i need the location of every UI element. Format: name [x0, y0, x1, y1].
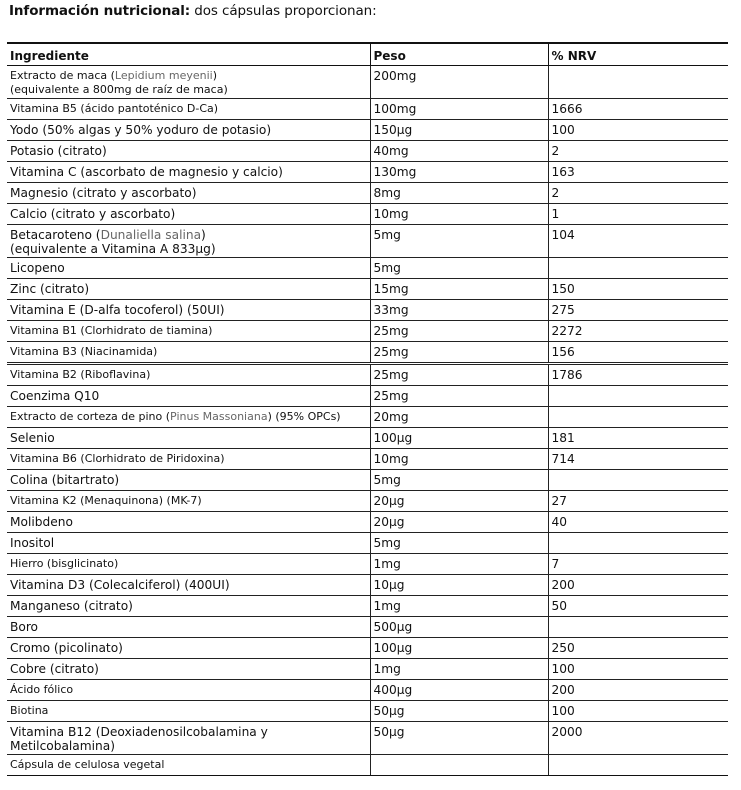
- nrv-cell: 100: [548, 701, 728, 722]
- ingredient-name: Extracto de corteza de pino (: [10, 410, 171, 423]
- peso-cell: 150µg: [370, 120, 548, 141]
- nrv-cell: 156: [548, 342, 728, 364]
- peso-cell: 15mg: [370, 279, 548, 300]
- peso-cell: 130mg: [370, 162, 548, 183]
- peso-cell: 10µg: [370, 575, 548, 596]
- ingredient-name: Biotina: [10, 704, 49, 717]
- ingredient-name: Hierro (bisglicinato): [10, 557, 119, 570]
- ingredient-cell: [7, 617, 370, 638]
- ingredient-cell: [7, 596, 370, 617]
- peso-cell: 100mg: [370, 99, 548, 120]
- nrv-cell: 1: [548, 204, 728, 225]
- nrv-cell: [548, 617, 728, 638]
- peso-cell: 40mg: [370, 141, 548, 162]
- ingredient-cell: [7, 722, 370, 755]
- ingredient-name: Magnesio (citrato y ascorbato): [10, 186, 197, 200]
- peso-cell: 20µg: [370, 512, 548, 533]
- table-row: [7, 258, 728, 279]
- ingredient-name: Vitamina E (D-alfa tocoferol) (50UI): [10, 303, 225, 317]
- peso-cell: 25mg: [370, 386, 548, 407]
- ingredient-note: Metilcobalamina): [10, 739, 115, 753]
- ingredient-note: (equivalente a Vitamina A 833µg): [10, 242, 216, 256]
- ingredient-cell: [7, 575, 370, 596]
- ingredient-cell: [7, 449, 370, 470]
- ingredient-name: Vitamina B6 (Clorhidrato de Piridoxina): [10, 452, 225, 465]
- nrv-cell: 27: [548, 491, 728, 512]
- table-row: [7, 183, 728, 204]
- ingredient-name-suffix: ): [201, 228, 206, 242]
- table-row: [7, 449, 728, 470]
- table-row: [7, 617, 728, 638]
- ingredient-cell: [7, 225, 370, 258]
- nrv-cell: 2272: [548, 321, 728, 342]
- ingredient-cell: [7, 470, 370, 491]
- ingredient-cell: [7, 162, 370, 183]
- ingredient-name: Licopeno: [10, 261, 65, 275]
- header-nrv: % NRV: [548, 43, 728, 66]
- nrv-cell: [548, 407, 728, 428]
- peso-cell: 400µg: [370, 680, 548, 701]
- nrv-cell: [548, 755, 728, 776]
- peso-cell: 100µg: [370, 638, 548, 659]
- nrv-cell: 275: [548, 300, 728, 321]
- table-row: [7, 512, 728, 533]
- ingredient-cell: [7, 407, 370, 428]
- nrv-cell: 181: [548, 428, 728, 449]
- peso-cell: 1mg: [370, 554, 548, 575]
- ingredient-name: Colina (bitartrato): [10, 473, 120, 487]
- ingredient-name: Boro: [10, 620, 39, 634]
- ingredient-cell: [7, 428, 370, 449]
- peso-cell: 25mg: [370, 364, 548, 386]
- table-row: [7, 596, 728, 617]
- ingredient-name: Vitamina B5 (ácido pantoténico D-Ca): [10, 102, 219, 115]
- peso-cell: 200mg: [370, 66, 548, 99]
- peso-cell: 5mg: [370, 470, 548, 491]
- ingredient-cell: [7, 183, 370, 204]
- ingredient-name: Cápsula de celulosa vegetal: [10, 758, 165, 771]
- table-row: [7, 755, 728, 776]
- ingredient-name: Betacaroteno (: [10, 228, 101, 242]
- ingredient-name: Manganeso (citrato): [10, 599, 133, 613]
- table-row: [7, 659, 728, 680]
- ingredient-name: Potasio (citrato): [10, 144, 107, 158]
- nrv-cell: 100: [548, 659, 728, 680]
- nrv-cell: 163: [548, 162, 728, 183]
- ingredient-cell: [7, 279, 370, 300]
- peso-cell: 500µg: [370, 617, 548, 638]
- ingredient-name: Calcio (citrato y ascorbato): [10, 207, 176, 221]
- ingredient-cell: [7, 258, 370, 279]
- peso-cell: 20mg: [370, 407, 548, 428]
- ingredient-name: Coenzima Q10: [10, 389, 100, 403]
- nrv-cell: 200: [548, 575, 728, 596]
- ingredient-cell: [7, 533, 370, 554]
- ingredient-name: Vitamina C (ascorbato de magnesio y calcio): [10, 165, 283, 179]
- nrv-cell: [548, 66, 728, 99]
- ingredient-name: Extracto de maca (: [10, 69, 115, 82]
- peso-cell: 10mg: [370, 204, 548, 225]
- ingredient-cell: [7, 141, 370, 162]
- nrv-cell: 150: [548, 279, 728, 300]
- table-row: [7, 491, 728, 512]
- ingredient-name: Yodo (50% algas y 50% yoduro de potasio): [10, 123, 272, 137]
- ingredient-cell: [7, 321, 370, 342]
- nrv-cell: 2: [548, 141, 728, 162]
- ingredient-name: Selenio: [10, 431, 55, 445]
- ingredient-cell: [7, 342, 370, 364]
- intro-bold: Información nutricional:: [9, 3, 191, 19]
- ingredient-cell: [7, 659, 370, 680]
- ingredient-cell: [7, 701, 370, 722]
- table-row: [7, 386, 728, 407]
- ingredient-latin-name: Dunaliella salina: [100, 228, 202, 242]
- table-row: [7, 470, 728, 491]
- table-row: [7, 428, 728, 449]
- peso-cell: 100µg: [370, 428, 548, 449]
- peso-cell: 25mg: [370, 321, 548, 342]
- table-row: [7, 407, 728, 428]
- peso-cell: 1mg: [370, 659, 548, 680]
- ingredient-cell: [7, 512, 370, 533]
- ingredient-name: Vitamina B3 (Niacinamida): [10, 345, 158, 358]
- nutrition-table: [7, 42, 728, 776]
- peso-cell: 5mg: [370, 533, 548, 554]
- ingredient-cell: [7, 638, 370, 659]
- ingredient-cell: [7, 554, 370, 575]
- ingredient-cell: [7, 755, 370, 776]
- table-row: [7, 364, 728, 386]
- table-row: [7, 701, 728, 722]
- ingredient-name: Ácido fólico: [10, 683, 74, 696]
- intro-rest: dos cápsulas proporcionan:: [190, 3, 377, 19]
- table-row: [7, 204, 728, 225]
- table-row: [7, 722, 728, 755]
- header-ingrediente: Ingrediente: [7, 43, 370, 66]
- table-row: [7, 99, 728, 120]
- ingredient-cell: [7, 120, 370, 141]
- ingredient-cell: [7, 491, 370, 512]
- table-row: [7, 162, 728, 183]
- table-row: [7, 680, 728, 701]
- ingredient-latin-name: Pinus Massoniana: [170, 410, 268, 423]
- peso-cell: 1mg: [370, 596, 548, 617]
- ingredient-cell: [7, 386, 370, 407]
- nrv-cell: 1786: [548, 364, 728, 386]
- ingredient-cell: [7, 680, 370, 701]
- table-row: [7, 141, 728, 162]
- table-row: [7, 300, 728, 321]
- ingredient-name: Zinc (citrato): [10, 282, 90, 296]
- ingredient-cell: [7, 364, 370, 386]
- peso-cell: 50µg: [370, 722, 548, 755]
- table-row: [7, 279, 728, 300]
- header-peso: Peso: [370, 43, 548, 66]
- ingredient-cell: [7, 300, 370, 321]
- ingredient-name: Inositol: [10, 536, 55, 550]
- ingredient-note: (equivalente a 800mg de raíz de maca): [10, 83, 228, 96]
- peso-cell: 5mg: [370, 258, 548, 279]
- table-row: [7, 225, 728, 258]
- nrv-cell: [548, 470, 728, 491]
- peso-cell: 33mg: [370, 300, 548, 321]
- nrv-cell: 200: [548, 680, 728, 701]
- ingredient-name: Cromo (picolinato): [10, 641, 123, 655]
- nrv-cell: 50: [548, 596, 728, 617]
- nrv-cell: [548, 386, 728, 407]
- nrv-cell: 250: [548, 638, 728, 659]
- table-row: [7, 575, 728, 596]
- ingredient-name: Vitamina B1 (Clorhidrato de tiamina): [10, 324, 213, 337]
- peso-cell: 20µg: [370, 491, 548, 512]
- table-row: [7, 120, 728, 141]
- ingredient-name: Molibdeno: [10, 515, 73, 529]
- ingredient-name-suffix: ) (95% OPCs): [267, 410, 341, 423]
- nrv-cell: 2: [548, 183, 728, 204]
- peso-cell: [370, 755, 548, 776]
- intro-text: [9, 3, 377, 19]
- nrv-cell: 100: [548, 120, 728, 141]
- table-row: [7, 342, 728, 364]
- ingredient-name: Vitamina K2 (Menaquinona) (MK-7): [10, 494, 202, 507]
- ingredient-name-suffix: ): [212, 69, 218, 82]
- nrv-cell: 40: [548, 512, 728, 533]
- peso-cell: 25mg: [370, 342, 548, 364]
- ingredient-cell: [7, 204, 370, 225]
- ingredient-name: Vitamina B2 (Riboflavina): [10, 368, 151, 381]
- table-row: [7, 66, 728, 99]
- peso-cell: 8mg: [370, 183, 548, 204]
- nrv-cell: [548, 258, 728, 279]
- ingredient-name: Cobre (citrato): [10, 662, 99, 676]
- nrv-cell: 2000: [548, 722, 728, 755]
- nrv-cell: [548, 533, 728, 554]
- nrv-cell: 714: [548, 449, 728, 470]
- ingredient-name: Vitamina D3 (Colecalciferol) (400UI): [10, 578, 230, 592]
- peso-cell: 50µg: [370, 701, 548, 722]
- ingredient-latin-name: Lepidium meyenii: [114, 69, 213, 82]
- peso-cell: 5mg: [370, 225, 548, 258]
- table-row: [7, 321, 728, 342]
- table-row: [7, 638, 728, 659]
- peso-cell: 10mg: [370, 449, 548, 470]
- header-row: [7, 43, 728, 66]
- nrv-cell: 7: [548, 554, 728, 575]
- nrv-cell: 1666: [548, 99, 728, 120]
- table-body: [7, 66, 728, 776]
- table-row: [7, 533, 728, 554]
- ingredient-name: Vitamina B12 (Deoxiadenosilcobalamina y: [10, 725, 268, 739]
- table-row: [7, 554, 728, 575]
- ingredient-cell: [7, 66, 370, 99]
- ingredient-cell: [7, 99, 370, 120]
- nrv-cell: 104: [548, 225, 728, 258]
